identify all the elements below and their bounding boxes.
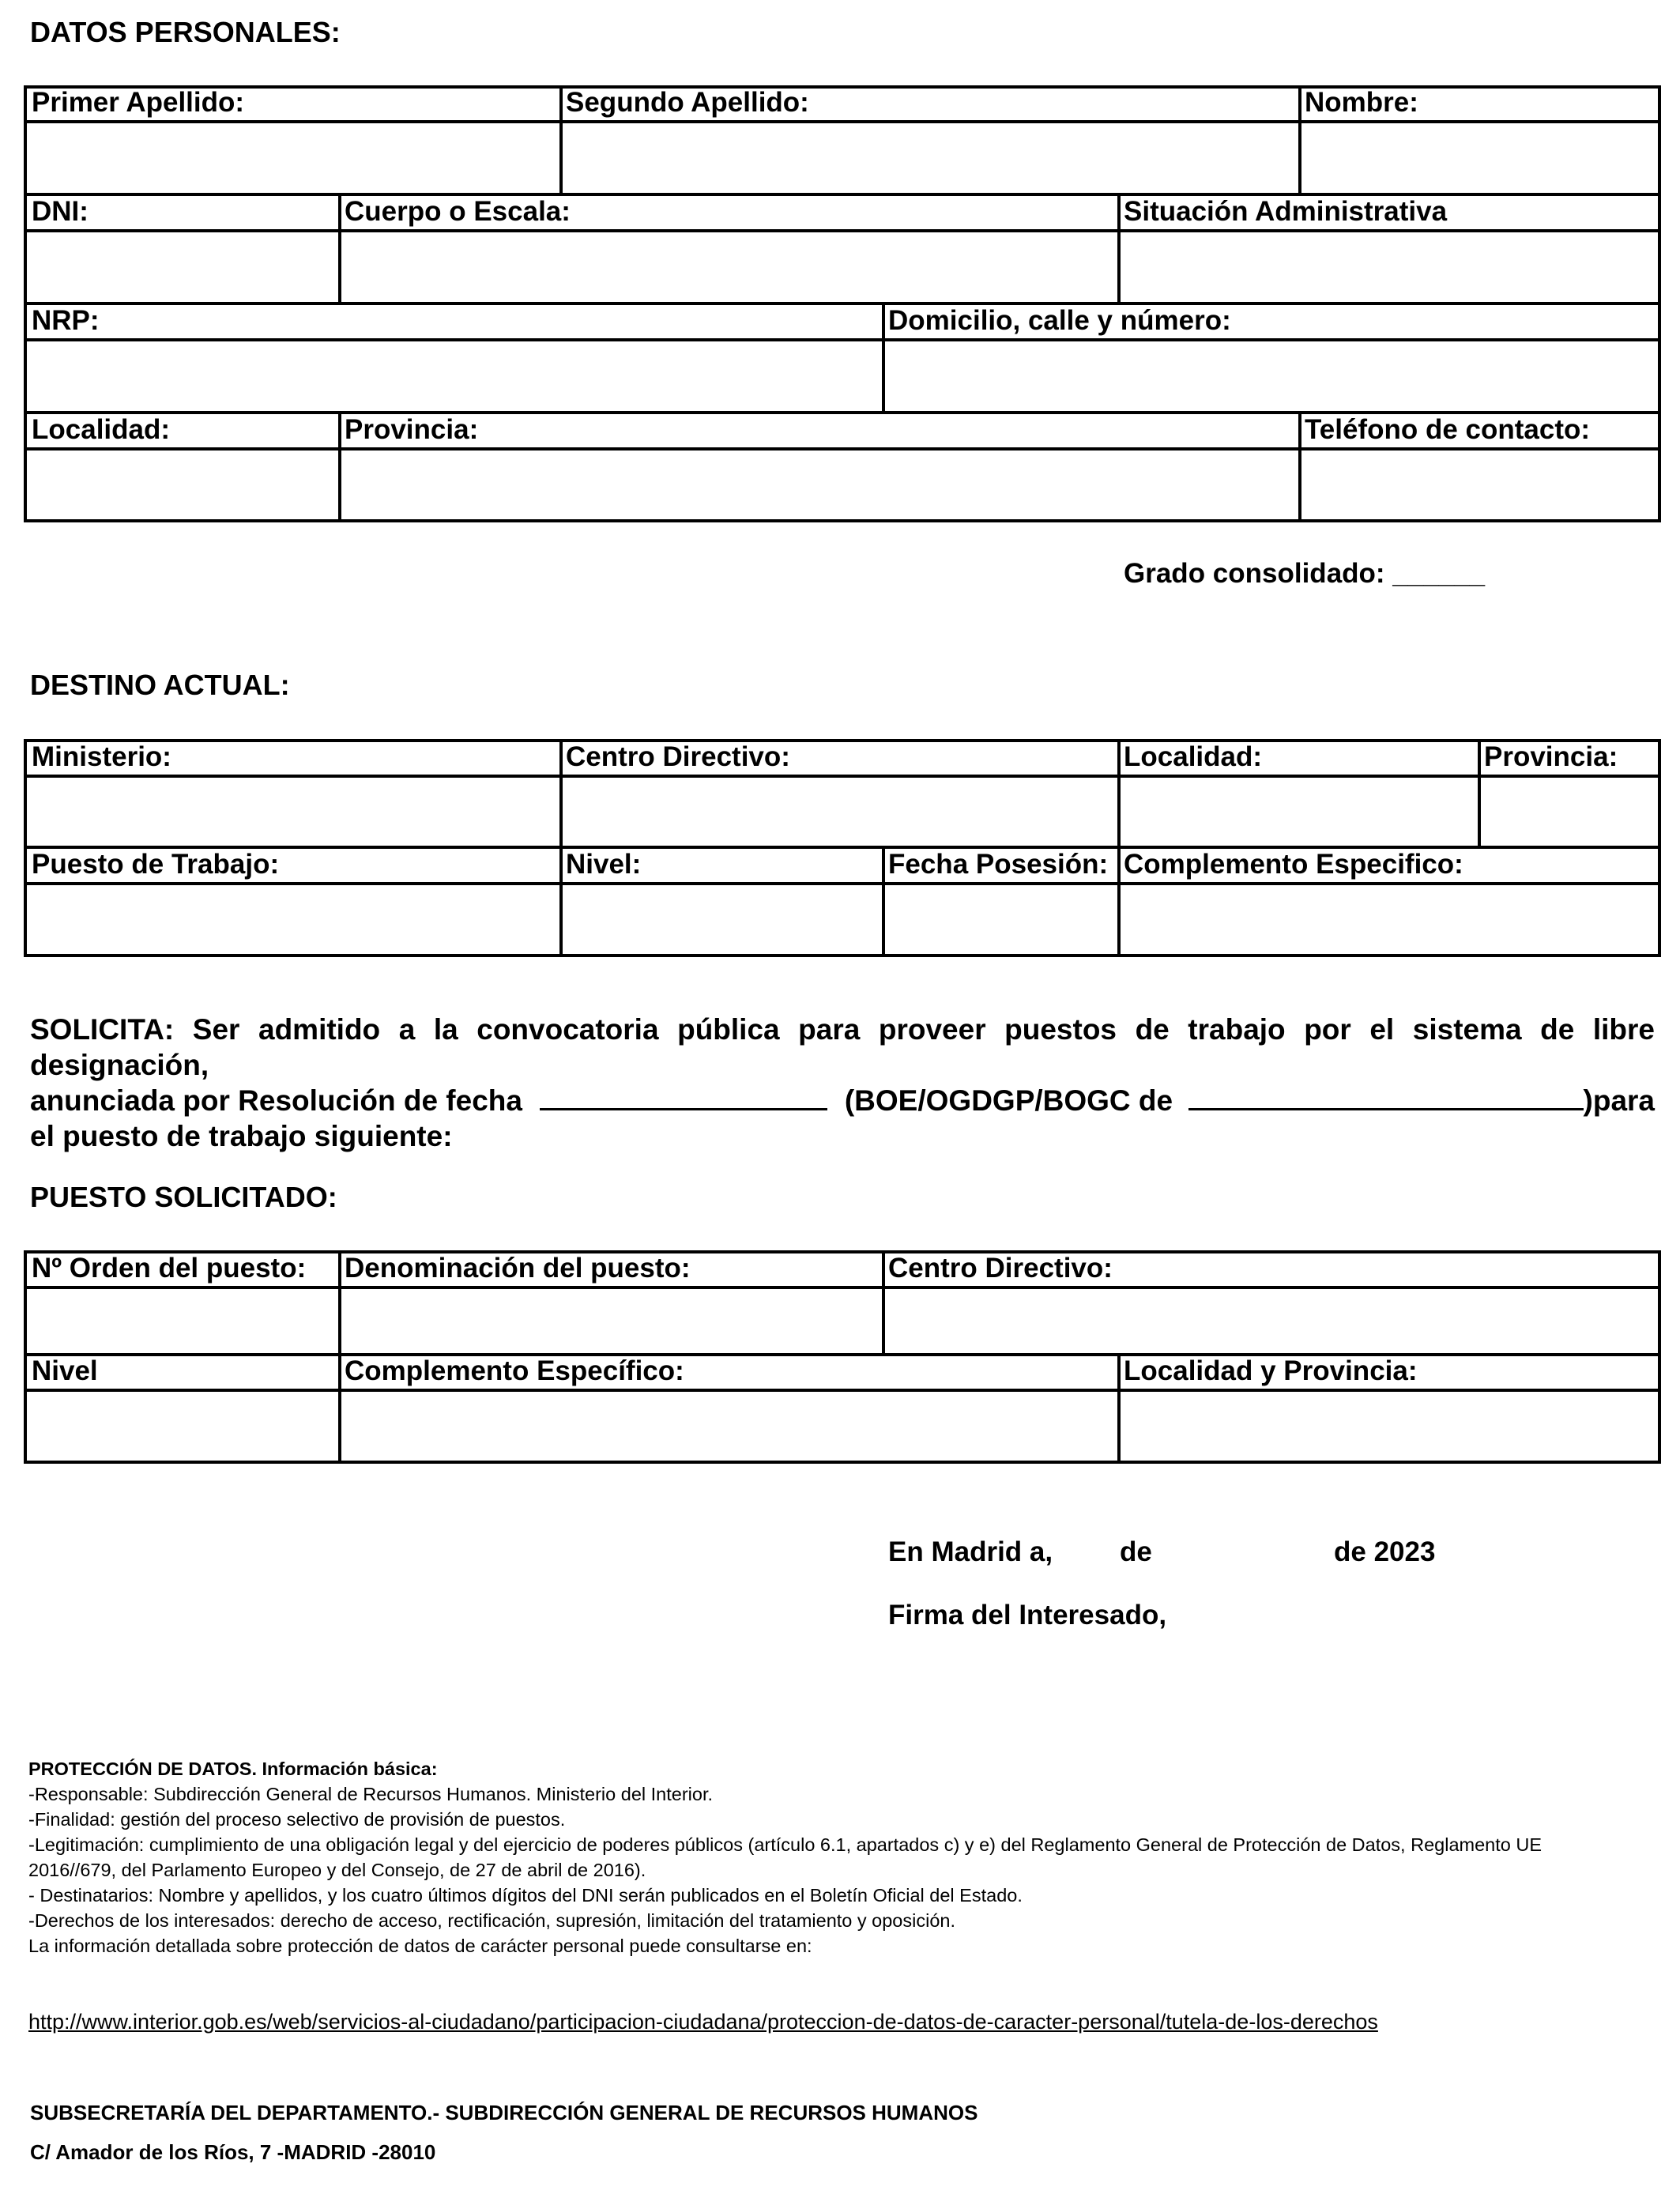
label-dni: DNI: — [32, 196, 89, 227]
label-fecha-posesion: Fecha Posesión: — [888, 849, 1109, 880]
solicita-line-3: el puesto de trabajo siguiente: — [30, 1120, 453, 1152]
label-primer-apellido: Primer Apellido: — [32, 87, 245, 118]
label-ministerio: Ministerio: — [32, 741, 171, 772]
label-complemento-especifico: Complemento Específico: — [345, 1355, 684, 1386]
proteccion-line: -Finalidad: gestión del proceso selectivo de provisión de puestos. — [28, 1809, 566, 1830]
complemento-especifico-field[interactable] — [1121, 885, 1658, 954]
provincia-field[interactable] — [341, 450, 1298, 519]
label-centro-directivo: Centro Directivo: — [888, 1253, 1113, 1284]
proteccion-line: - Destinatarios: Nombre y apellidos, y los cuatro últimos dígitos del DNI serán publicados en el Boletín Oficial del Estado. — [28, 1885, 1023, 1906]
segundo-apellido-field[interactable] — [563, 123, 1298, 193]
dni-field[interactable] — [27, 232, 338, 302]
section-heading-puesto-solicitado: PUESTO SOLICITADO: — [30, 1181, 337, 1213]
solicita-paren: ) — [1583, 1084, 1593, 1117]
label-centro-directivo: Centro Directivo: — [566, 741, 790, 772]
telefono-field[interactable] — [1301, 450, 1658, 519]
solicita-text: (BOE/OGDGP/BOGC de — [844, 1084, 1173, 1117]
firma-interesado: Firma del Interesado, — [888, 1600, 1167, 1630]
solicita-paragraph — [30, 1012, 1655, 1154]
label-nombre: Nombre: — [1305, 87, 1418, 118]
solicita-text: para — [1592, 1084, 1655, 1117]
proteccion-line: -Derechos de los interesados: derecho de acceso, rectificación, supresión, limitación del tratamiento y oposición. — [28, 1910, 955, 1931]
label-domicilio: Domicilio, calle y número: — [888, 305, 1231, 336]
primer-apellido-field[interactable] — [27, 123, 559, 193]
centro-directivo-field[interactable] — [563, 778, 1117, 846]
domicilio-field[interactable] — [885, 341, 1658, 411]
label-denominacion: Denominación del puesto: — [345, 1253, 691, 1284]
label-localidad: Localidad: — [32, 414, 171, 445]
nombre-field[interactable] — [1301, 123, 1658, 193]
localidad-field[interactable] — [1121, 778, 1478, 846]
complemento-especifico-field[interactable] — [341, 1392, 1117, 1461]
solicita-tail — [1584, 1083, 1655, 1118]
label-orden-puesto: Nº Orden del puesto: — [32, 1253, 307, 1284]
proteccion-line: -Legitimación: cumplimiento de una obligación legal y del ejercicio de poderes públicos (artículo 6.1, apartados c) y e) del Reglamento General de Protección de Datos, Reglamento UE — [28, 1834, 1542, 1855]
section-heading-datos-personales: DATOS PERSONALES: — [30, 16, 341, 48]
boe-fecha-blank[interactable] — [1188, 1083, 1583, 1110]
orden-puesto-field[interactable] — [27, 1289, 338, 1353]
footer-address: C/ Amador de los Ríos, 7 -MADRID -28010 — [30, 2140, 436, 2164]
proteccion-line: -Responsable: Subdirección General de Recursos Humanos. Ministerio del Interior. — [28, 1784, 714, 1804]
nivel-field[interactable] — [27, 1392, 338, 1461]
label-nivel: Nivel: — [566, 849, 642, 880]
fecha-de: de — [1120, 1536, 1152, 1567]
footer-department: SUBSECRETARÍA DEL DEPARTAMENTO.- SUBDIRECCIÓN GENERAL DE RECURSOS HUMANOS — [30, 2101, 978, 2124]
grado-consolidado[interactable]: Grado consolidado: ______ — [1124, 558, 1486, 589]
fecha-madrid: En Madrid a, — [888, 1536, 1053, 1567]
solicita-line-2 — [30, 1083, 1655, 1118]
solicita-text: anunciada por Resolución de fecha — [30, 1084, 522, 1117]
situacion-administrativa-field[interactable] — [1121, 232, 1658, 302]
denominacion-field[interactable] — [341, 1289, 882, 1353]
label-cuerpo-escala: Cuerpo o Escala: — [345, 196, 571, 227]
section-heading-destino-actual: DESTINO ACTUAL: — [30, 669, 290, 701]
label-localidad-provincia: Localidad y Provincia: — [1124, 1355, 1418, 1386]
label-nrp: NRP: — [32, 305, 100, 336]
provincia-field[interactable] — [1481, 778, 1658, 846]
label-localidad: Localidad: — [1124, 741, 1263, 772]
cuerpo-escala-field[interactable] — [341, 232, 1117, 302]
label-complemento-especifico: Complemento Especifico: — [1124, 849, 1463, 880]
label-nivel: Nivel — [32, 1355, 98, 1386]
label-segundo-apellido: Segundo Apellido: — [566, 87, 809, 118]
solicita-line-1: SOLICITA: Ser admitido a la convocatoria pública para proveer puestos de trabajo por el sistema de libre designación, — [30, 1013, 1655, 1081]
centro-directivo-field[interactable] — [885, 1289, 1658, 1353]
localidad-field[interactable] — [27, 450, 338, 519]
resolucion-fecha-blank[interactable] — [540, 1083, 827, 1110]
label-provincia: Provincia: — [1484, 741, 1618, 772]
fecha-posesion-field[interactable] — [885, 885, 1117, 954]
label-situacion-administrativa: Situación Administrativa — [1124, 196, 1448, 227]
divider — [24, 302, 1661, 305]
proteccion-heading: PROTECCIÓN DE DATOS. Información básica: — [28, 1759, 438, 1779]
label-telefono: Teléfono de contacto: — [1305, 414, 1591, 445]
nivel-field[interactable] — [563, 885, 882, 954]
fecha-year: de 2023 — [1334, 1536, 1436, 1567]
nrp-field[interactable] — [27, 341, 882, 411]
puesto-trabajo-field[interactable] — [27, 885, 559, 954]
ministerio-field[interactable] — [27, 778, 559, 846]
label-puesto-trabajo: Puesto de Trabajo: — [32, 849, 280, 880]
localidad-provincia-field[interactable] — [1121, 1392, 1658, 1461]
label-provincia: Provincia: — [345, 414, 479, 445]
proteccion-line: La información detallada sobre protección de datos de carácter personal puede consultarse en: — [28, 1936, 812, 1956]
proteccion-line: 2016//679, del Parlamento Europeo y del Consejo, de 27 de abril de 2016). — [28, 1860, 646, 1880]
proteccion-datos-link[interactable]: http://www.interior.gob.es/web/servicios-al-ciudadano/participacion-ciudadana/proteccion-de-datos-de-caracter-personal/tutela-de-los-derechos — [28, 2010, 1378, 2034]
